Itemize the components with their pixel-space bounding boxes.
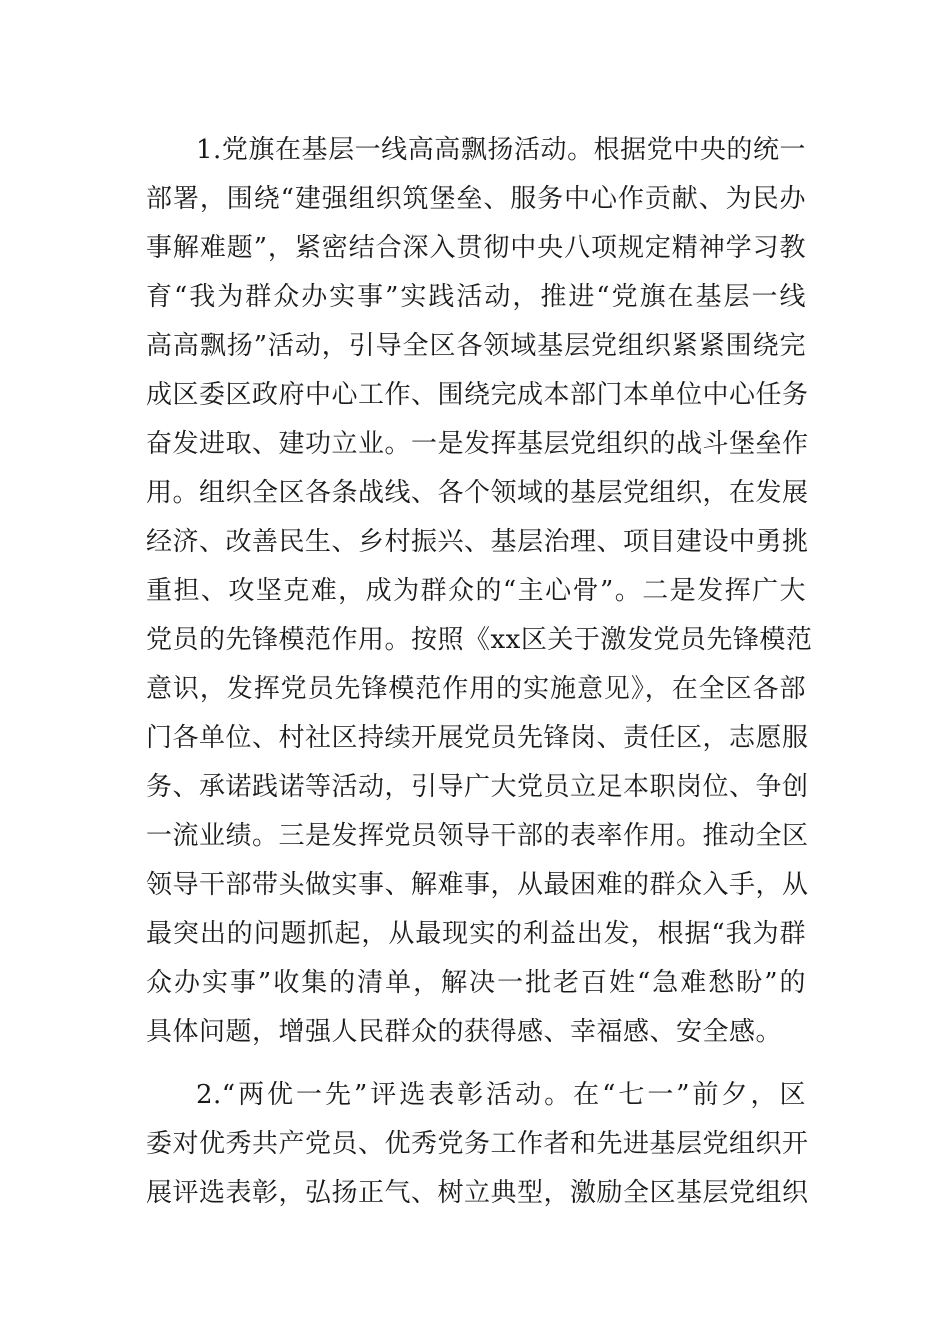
paragraph-1-line-6: 成区委区政府中心工作、围绕完成本部门本单位中心任务 (146, 380, 809, 410)
paragraph-1-line-8: 用。组织全区各条战线、各个领域的基层党组织，在发展 (146, 478, 809, 508)
paragraph-1-line-1: 1.党旗在基层一线高高飘扬活动。根据党中央的统一 (196, 135, 806, 165)
paragraph-1-line-19: 具体问题，增强人民群众的获得感、幸福感、安全感。 (146, 1017, 783, 1047)
paragraph-1-line-14: 务、承诺践诺等活动，引导广大党员立足本职岗位、争创 (146, 772, 809, 802)
paragraph-1-line-12: 意识，发挥党员先锋模范作用的实施意见》，在全区各部 (146, 674, 806, 704)
paragraph-1-line-5: 高高飘扬”活动，引导全区各领域基层党组织紧紧围绕完 (146, 331, 806, 361)
paragraph-1-line-18: 众办实事”收集的清单，解决一批老百姓“急难愁盼”的 (146, 968, 806, 998)
paragraph-1-line-17: 最突出的问题抓起，从最现实的利益出发，根据“我为群 (146, 919, 806, 949)
paragraph-1-line-4: 育“我为群众办实事”实践活动，推进“党旗在基层一线 (146, 282, 806, 312)
paragraph-1-line-11: 党员的先锋模范作用。按照《xx区关于激发党员先锋模范 (146, 625, 813, 655)
paragraph-1-line-9: 经济、改善民生、乡村振兴、基层治理、项目建设中勇挑 (146, 527, 809, 557)
paragraph-1-line-15: 一流业绩。三是发挥党员领导干部的表率作用。推动全区 (146, 821, 809, 851)
paragraph-1-line-10: 重担、攻坚克难，成为群众的“主心骨”。二是发挥广大 (146, 576, 806, 606)
paragraph-2-line-3: 展评选表彰，弘扬正气、树立典型，激励全区基层党组织 (146, 1178, 809, 1208)
paragraph-1-line-2: 部署，围绕“建强组织筑堡垒、服务中心作贡献、为民办 (146, 184, 806, 214)
paragraph-1-line-13: 门各单位、村社区持续开展党员先锋岗、责任区，志愿服 (146, 723, 809, 753)
paragraph-2-line-2: 委对优秀共产党员、优秀党务工作者和先进基层党组织开 (146, 1129, 809, 1159)
paragraph-2-line-1: 2.“两优一先”评选表彰活动。在“七一”前夕，区 (196, 1080, 806, 1110)
paragraph-1-line-3: 事解难题”，紧密结合深入贯彻中央八项规定精神学习教 (146, 233, 806, 263)
paragraph-1-line-7: 奋发进取、建功立业。一是发挥基层党组织的战斗堡垒作 (146, 429, 809, 459)
paragraph-1-line-16: 领导干部带头做实事、解难事，从最困难的群众入手，从 (146, 870, 809, 900)
